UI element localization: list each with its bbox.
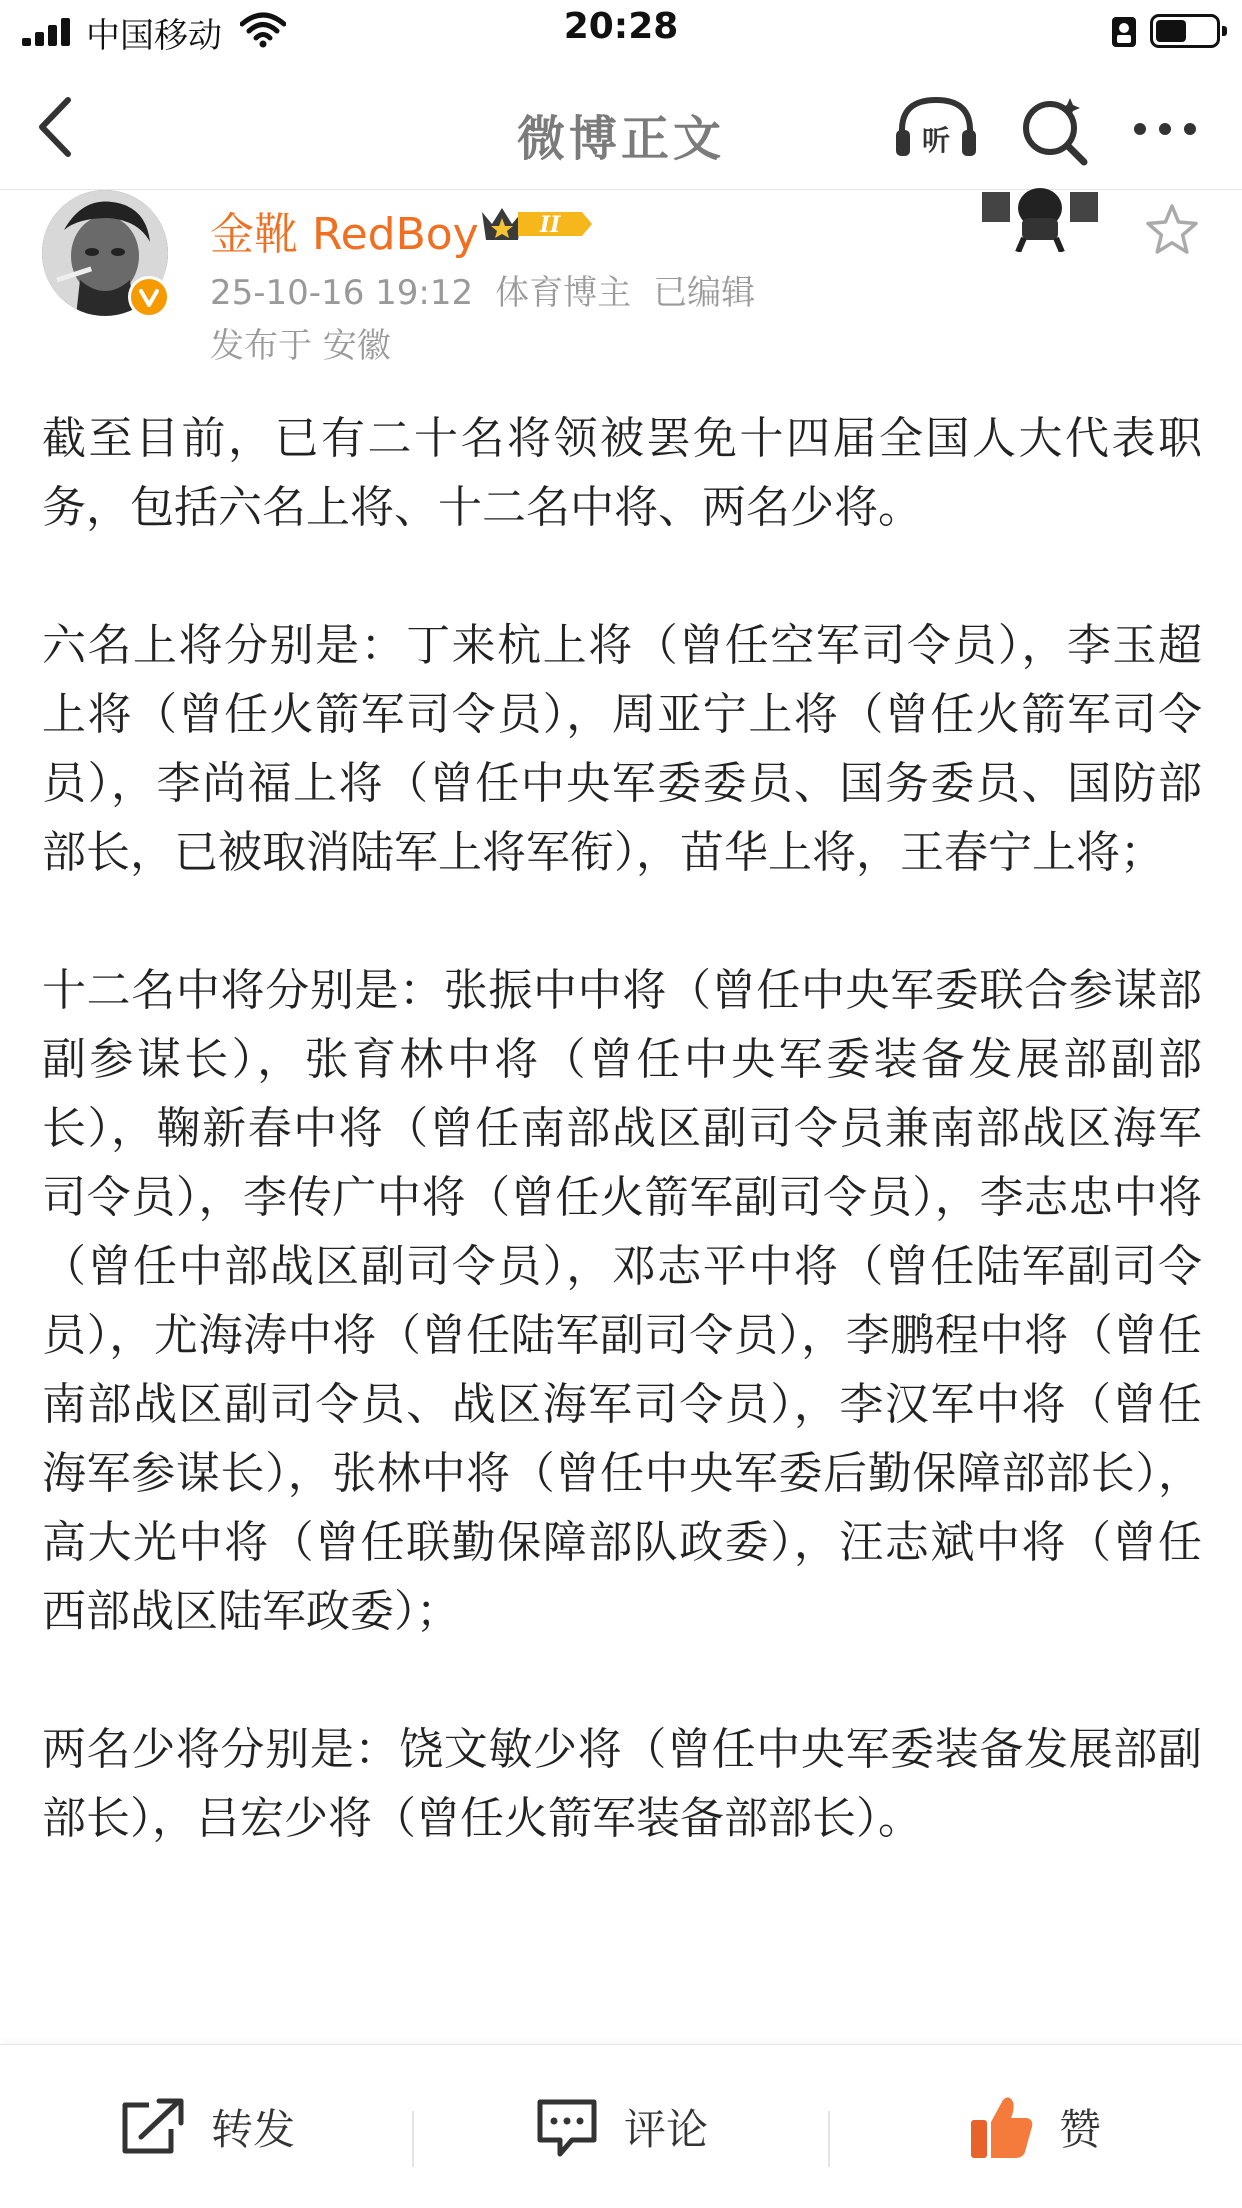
sticker-image [978,188,1102,252]
post-body [42,404,1202,2044]
like-button[interactable] [828,2045,1242,2208]
carrier-name: 中国移动 [86,16,222,56]
comment-label: 评论 [623,2105,708,2154]
status-bar [0,0,1242,64]
post-meta [210,265,777,314]
comment-icon [534,2096,600,2158]
author-name[interactable]: 金靴 RedBoy [210,209,479,260]
battery-icon [1150,14,1220,48]
listen-label: 听 [921,124,951,157]
post-paragraph: 两名少将分别是：饶文敏少将（曾任中央军委装备发展部副部长），吕宏少将（曾任火箭军装备部部长）。 [42,1724,1202,1844]
vip-crown-badge-icon[interactable] [478,202,594,246]
post-date: 25-10-16 19:12 [210,273,474,313]
comment-button[interactable] [414,2045,828,2208]
clock: 20:28 [563,6,679,47]
repost-icon [119,2097,187,2157]
post-paragraph: 截至目前，已有二十名将领被罢免十四届全国人大代表职务，包括六名上将、十二名中将、两名少将。 [42,413,1202,533]
vip-level: II [539,212,561,238]
thumbs-up-icon [969,2094,1035,2160]
repost-label: 转发 [210,2105,295,2154]
post-paragraph: 六名上将分别是：丁来杭上将（曾任空军司令员），李玉超上将（曾任火箭军司令员），周亚宁上将（曾任火箭军司令员），李尚福上将（曾任中央军委委员、国务委员、国防部部长，已被取消陆军上将军衔），苗华上将，王春宁上将； [42,620,1202,878]
repost-button[interactable] [0,2045,414,2208]
nav-bar [0,64,1242,190]
page-title: 微博正文 [516,111,725,167]
post-paragraph: 十二名中将分别是：张振中中将（曾任中央军委联合参谋部副参谋长），张育林中将（曾任中央军委装备发展部副部长），鞠新春中将（曾任南部战区副司令员兼南部战区海军司令员），李传广中将（曾任火箭军副司令员），李志忠中将（曾任中部战区副司令员），邓志平中将（曾任陆军副司令员），尤海涛中将（曾任陆军副司令员），李鹏程中将（曾任南部战区副司令员、战区海军司令员），李汉军中将（曾任海军参谋长），张林中将（曾任中央军委后勤保障部部长），高大光中将（曾任联勤保障部队政委），汪志斌中将（曾任西部战区陆军政委）； [42,965,1202,1637]
post-location: 发布于 安徽 [210,326,391,366]
orientation-lock-icon [1111,16,1137,48]
edited-label: 已编辑 [653,273,756,313]
author-tag: 体育博主 [495,273,632,313]
bottom-toolbar [0,2044,1242,2208]
search-icon[interactable] [1018,94,1090,166]
favorite-star-icon[interactable] [1144,202,1200,258]
more-options-icon[interactable] [1130,104,1200,154]
listen-headphones-button[interactable] [894,94,978,162]
like-label: 赞 [1058,2105,1101,2154]
verified-badge-icon [128,276,170,318]
